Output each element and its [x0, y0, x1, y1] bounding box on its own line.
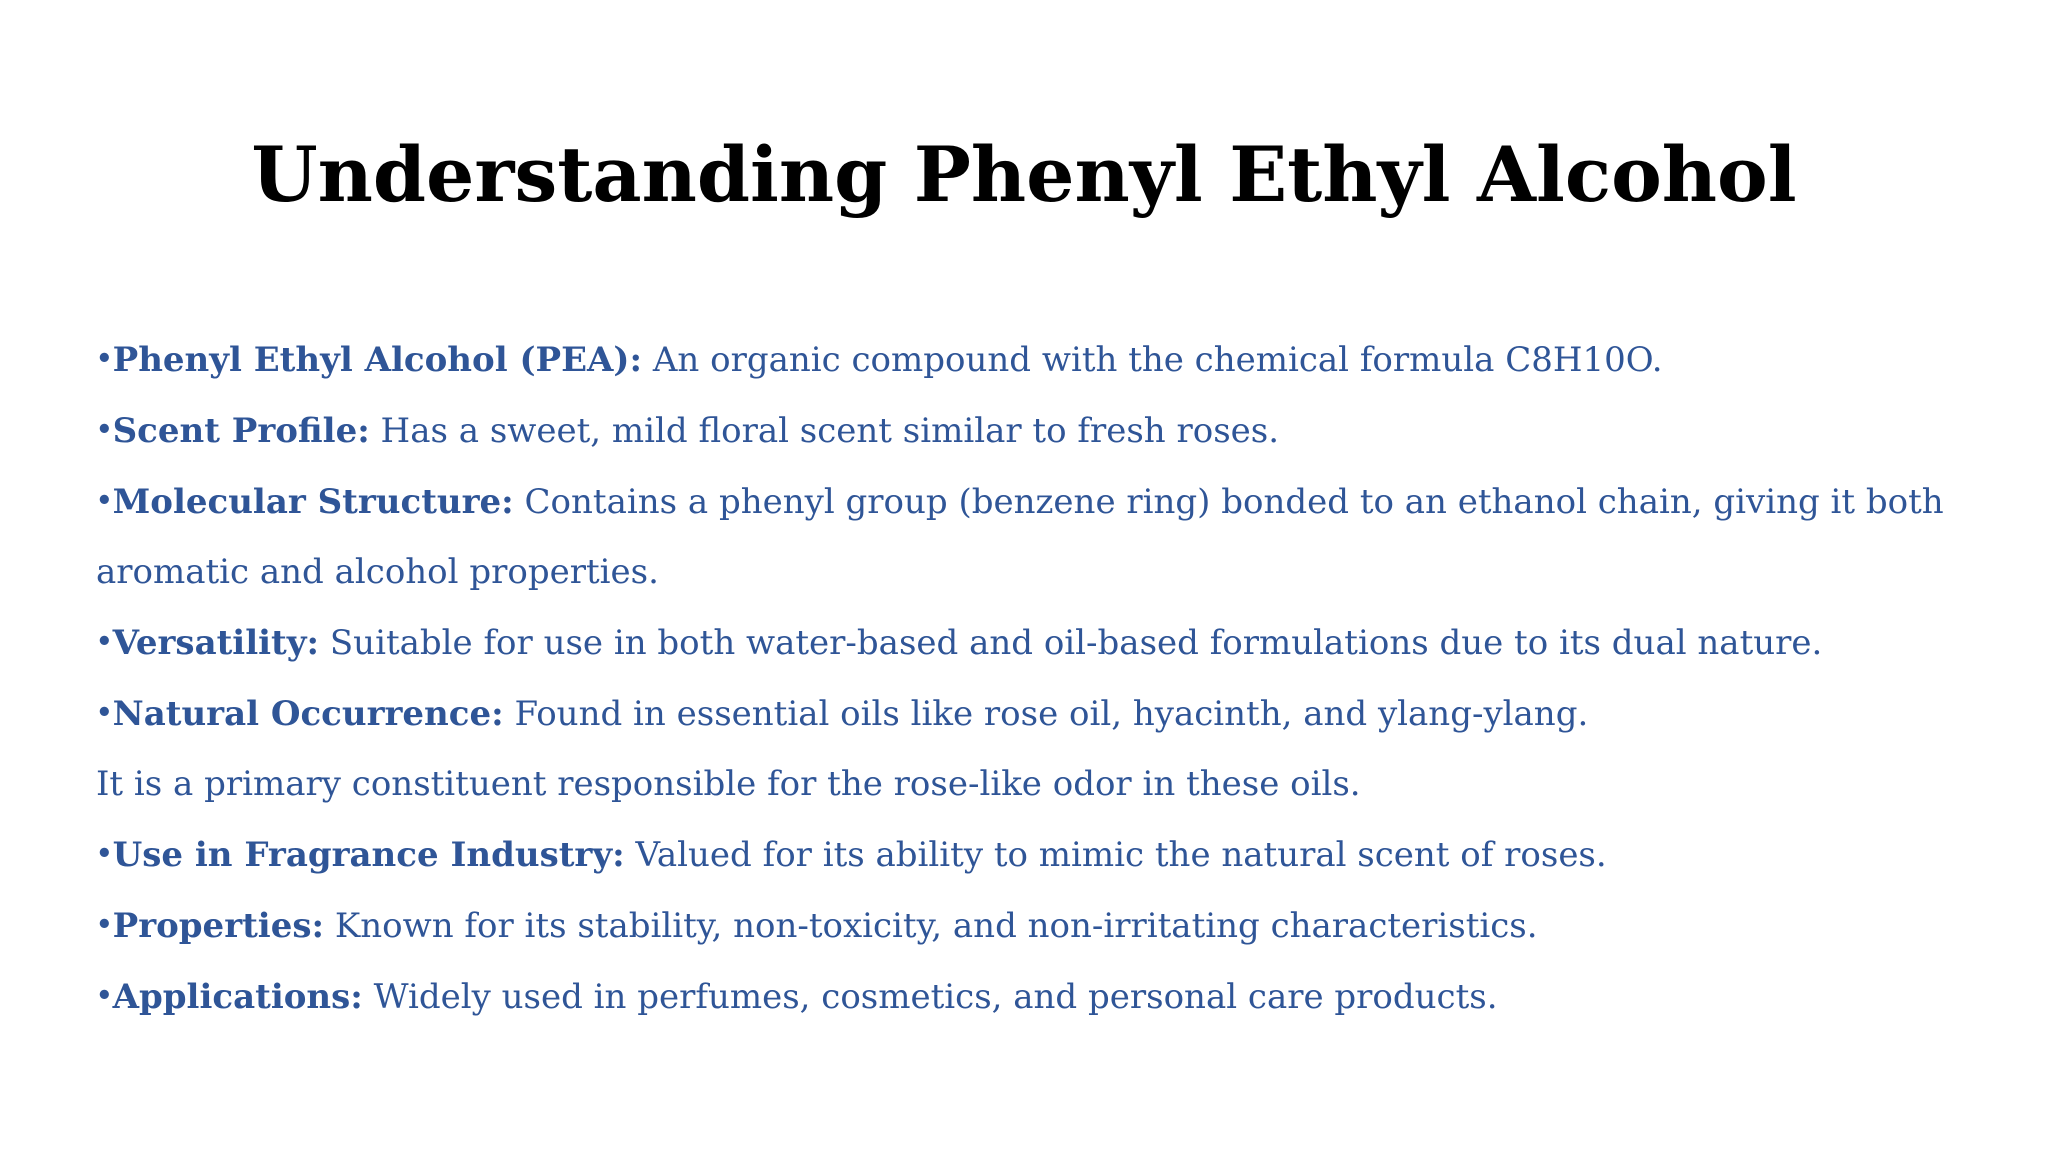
- continuation-text: It is a primary constituent responsible for the rose-like odor in these oils.: [96, 764, 1361, 804]
- bullet-text: Widely used in perfumes, cosmetics, and personal care products.: [362, 977, 1498, 1017]
- bullet-item: [96, 890, 1976, 961]
- bullet-label: Use in Fragrance Industry:: [112, 835, 625, 875]
- bullet-text: Has a sweet, mild floral scent similar to fresh roses.: [369, 411, 1280, 451]
- bullet-label: Versatility:: [112, 623, 320, 663]
- bullet-icon: •: [96, 415, 113, 445]
- bullet-item: [96, 678, 1976, 749]
- bullet-text: Found in essential oils like rose oil, hyacinth, and ylang-ylang.: [503, 694, 1589, 734]
- bullet-label: Scent Profile:: [112, 411, 370, 451]
- bullet-item: [96, 466, 1976, 607]
- bullet-text: Known for its stability, non-toxicity, and non-irritating characteristics.: [324, 906, 1538, 946]
- bullet-text: Contains a phenyl group (benzene ring) bonded to an ethanol chain, giving it both aromatic and alcohol properties.: [96, 482, 1944, 592]
- bullet-item: [96, 819, 1976, 890]
- bullet-label: Applications:: [112, 977, 363, 1017]
- bullet-item: [96, 961, 1976, 1032]
- bullet-text: Suitable for use in both water-based and oil-based formulations due to its dual nature.: [319, 623, 1823, 663]
- bullet-item: [96, 324, 1976, 395]
- slide-body: [96, 324, 1976, 1032]
- bullet-icon: •: [96, 698, 113, 728]
- bullet-icon: •: [96, 981, 113, 1011]
- bullet-text: An organic compound with the chemical formula C8H10O.: [642, 340, 1663, 380]
- bullet-icon: •: [96, 910, 113, 940]
- bullet-text: Valued for its ability to mimic the natural scent of roses.: [624, 835, 1607, 875]
- bullet-label: Phenyl Ethyl Alcohol (PEA):: [112, 340, 643, 380]
- bullet-label: Molecular Structure:: [112, 482, 514, 522]
- bullet-icon: •: [96, 627, 113, 657]
- slide-title: Understanding Phenyl Ethyl Alcohol: [251, 130, 1797, 219]
- bullet-icon: •: [96, 344, 113, 374]
- bullet-icon: •: [96, 486, 113, 516]
- bullet-label: Properties:: [112, 906, 325, 946]
- bullet-label: Natural Occurrence:: [112, 694, 504, 734]
- bullet-icon: •: [96, 839, 113, 869]
- bullet-item: [96, 395, 1976, 466]
- bullet-item: [96, 607, 1976, 678]
